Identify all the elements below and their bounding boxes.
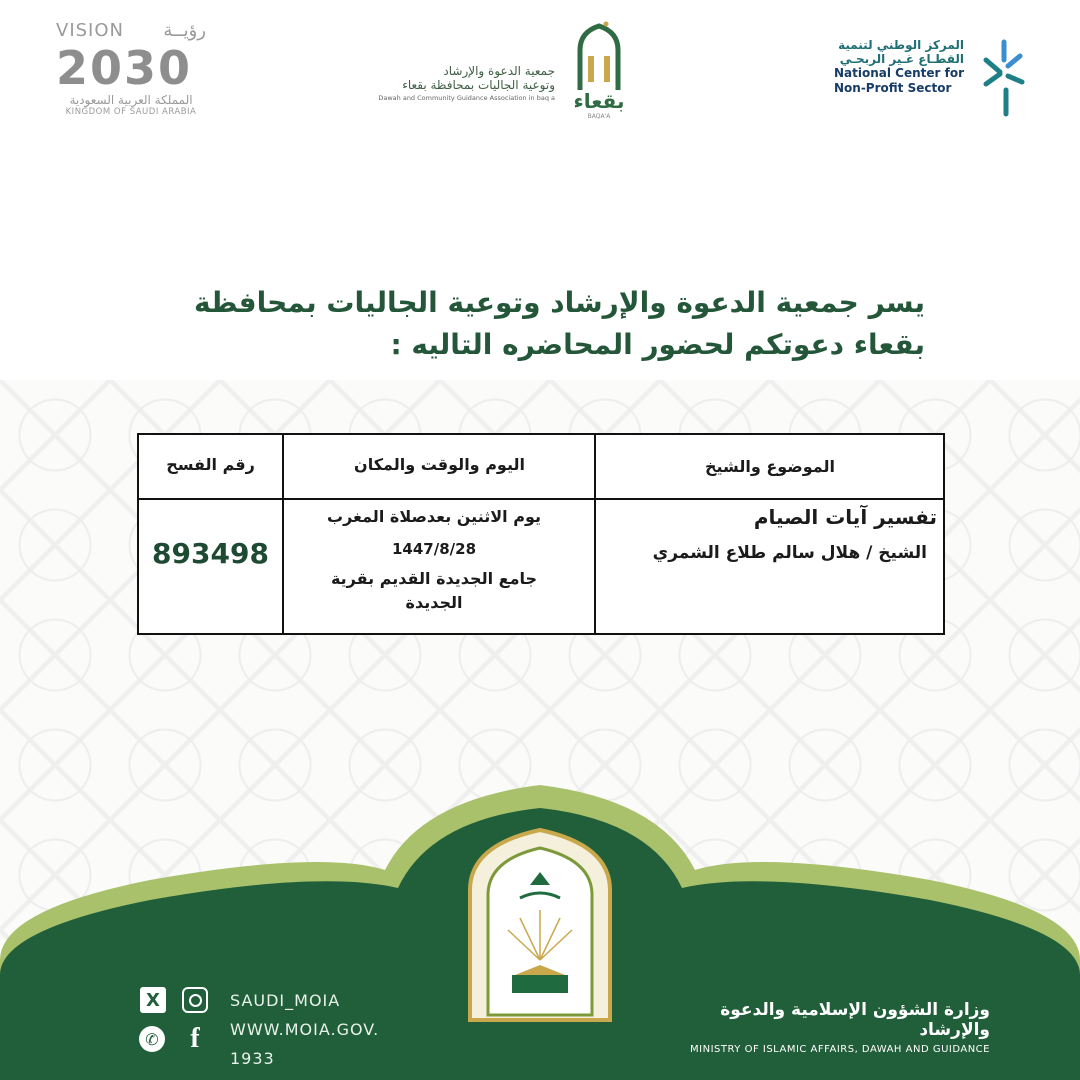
header-subject: الموضوع والشيخ [704, 457, 836, 476]
lecture-subject: تفسير آيات الصيام [753, 505, 937, 529]
ncnp-en-line1: National Center for [834, 66, 965, 80]
lecture-day-time: يوم الاثنين بعدصلاة المغرب [327, 507, 541, 526]
subject-cell [597, 505, 937, 563]
association-logo [370, 12, 670, 124]
lecture-place: جامع الجديدة القديم بقرية الجديدة [330, 569, 538, 612]
header-time-place: اليوم والوقت والمكان [354, 455, 525, 474]
heading-line-1: يسر جمعية الدعوة والإرشاد وتوعية الجاليات بمحافظة [194, 286, 925, 319]
ncnp-ar-line2: القطـاع غـير الربحـي [839, 52, 964, 66]
website-link[interactable]: WWW.MOIA.GOV. [230, 1020, 380, 1039]
lecture-date: 1447/8/28 [391, 540, 477, 558]
instagram-icon[interactable] [182, 987, 208, 1013]
vision-kingdom-en: KINGDOM OF SAUDI ARABIA [65, 107, 197, 117]
association-name: جمعية الدعوة والإرشاد وتوعية الجاليات بمحافظة بقعاء Dawah and Community Guidance Association in baq a [378, 64, 555, 102]
ministry-name [660, 1000, 990, 1055]
vision-kingdom-ar: المملكة العربية السعودية [69, 93, 193, 107]
association-mark-icon [558, 20, 640, 120]
association-logo-sub: BAQA'A [587, 113, 611, 120]
header [0, 0, 1080, 150]
ncnp-ar-line1: المركز الوطني لتنمية [838, 38, 964, 52]
time-place-cell [284, 505, 584, 615]
phone-icon[interactable]: ✆ [139, 1026, 165, 1052]
header-permit-number: رقم الفسح [166, 455, 255, 474]
table-divider [139, 498, 943, 500]
vision-ar-label: رؤيــة [163, 20, 206, 41]
facebook-icon[interactable]: f [190, 1023, 200, 1054]
sheikh-name: الشيخ / هلال سالم طلاع الشمري [652, 543, 927, 563]
ministry-name-en: MINISTRY OF ISLAMIC AFFAIRS, DAWAH AND GUIDANCE [690, 1044, 990, 1055]
heading-line-2: بقعاء دعوتكم لحضور المحاضره التاليه : [390, 328, 925, 361]
ncnp-mark-icon [980, 38, 1030, 120]
x-social-icon[interactable]: X [140, 987, 166, 1013]
contact-info [230, 986, 379, 1073]
permit-number: 893498 [152, 537, 269, 570]
vision-2030-logo [56, 20, 216, 130]
phone-number[interactable]: 1933 [230, 1049, 275, 1068]
association-logo-word: بقعاء [573, 89, 625, 113]
ncnp-logo [834, 38, 1034, 128]
ministry-name-ar: وزارة الشؤون الإسلامية والدعوة والإرشاد [720, 1000, 990, 1040]
social-handle[interactable]: SAUDI_MOIA [230, 991, 341, 1010]
lecture-table [137, 433, 945, 635]
invitation-heading [150, 282, 925, 366]
vision-en-label: VISION [56, 20, 124, 41]
ncnp-en-line2: Non-Profit Sector [834, 81, 952, 95]
vision-number: 2030 [56, 41, 193, 95]
